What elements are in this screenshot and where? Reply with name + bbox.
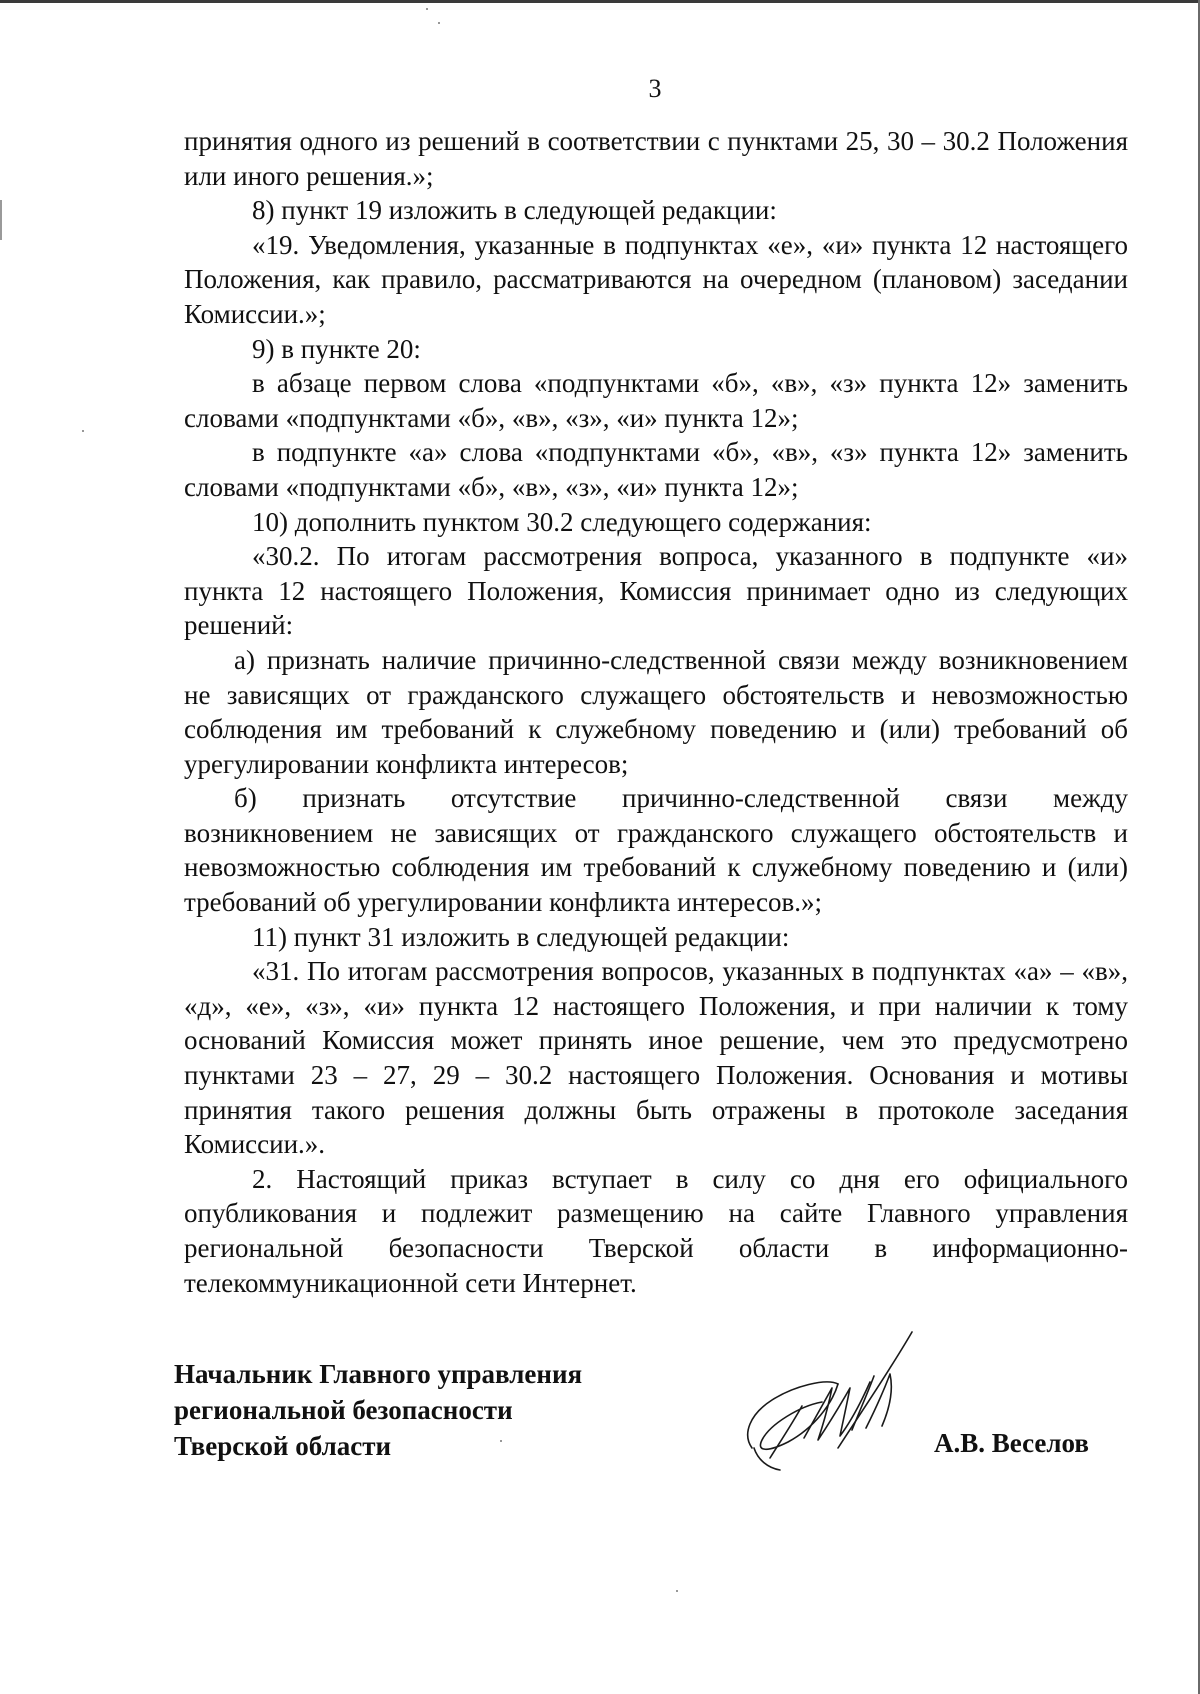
handwritten-signature	[740, 1330, 960, 1480]
signatory-title	[174, 1356, 582, 1464]
paragraph-decision-a: а) признать наличие причинно-следственной связи между возникновением не зависящих от гражданского служащего обстоятельств и невозможностью соблюдения им требований к служебному поведению и (или) требований об урегулировании конфликта интересов;	[184, 644, 1128, 779]
scan-speck	[500, 1440, 502, 1442]
scan-border-left	[0, 200, 2, 240]
scan-speck	[676, 1590, 678, 1592]
paragraph-point-31: «31. По итогам рассмотрения вопросов, указанных в подпунктах «а» – «в», «д», «е», «з», «и» пункта 12 настоящего Положения, и при наличии к тому оснований Комиссия может принять иное решение, чем это предусмотрено пунктами 23 – 27, 29 – 30.2 настоящего Положения. Основания и мотивы принятия такого решения должны быть отражены в протоколе заседания Комиссии.».	[184, 956, 1128, 1160]
signatory-title-line: Тверской области	[174, 1431, 392, 1461]
paragraph-item-9: 9) в пункте 20:	[252, 333, 421, 364]
signatory-title-line: региональной безопасности	[174, 1395, 513, 1425]
paragraph-continuation: принятия одного из решений в соответствии с пунктами 25, 30 – 30.2 Положения или иного решения.»;	[184, 126, 1128, 191]
paragraph-point-30-2: «30.2. По итогам рассмотрения вопроса, указанного в подпункте «и» пункта 12 настоящего Положения, Комиссия принимает одно из следующих решений:	[184, 541, 1128, 641]
signatory-name: А.В. Веселов	[934, 1428, 1089, 1458]
scan-border-top	[0, 0, 1200, 3]
document-body	[184, 124, 1128, 1300]
paragraph-item-11: 11) пункт 31 изложить в следующей редакции:	[252, 921, 790, 952]
scan-speck	[438, 22, 440, 24]
paragraph-point-19: «19. Уведомления, указанные в подпунктах «е», «и» пункта 12 настоящего Положения, как правило, рассматриваются на очередном (плановом) заседании Комиссии.»;	[184, 229, 1128, 329]
paragraph-item-8: 8) пункт 19 изложить в следующей редакции:	[252, 195, 777, 226]
paragraph-subpoint-a: в подпункте «а» слова «подпунктами «б», «в», «з» пункта 12» заменить словами «подпунктами «б», «в», «з», «и» пункта 12»;	[184, 437, 1128, 502]
paragraph-decision-b: б) признать отсутствие причинно-следственной связи между возникновением не зависящих от гражданского служащего обстоятельств и невозможностью соблюдения им требований к служебному поведению и (или) требований об урегулировании конфликта интересов.»;	[184, 783, 1128, 918]
scan-speck	[426, 8, 428, 10]
paragraph-order-effective: 2. Настоящий приказ вступает в силу со дня его официального опубликования и подлежит размещению на сайте Главного управления региональной безопасности Тверской области в информационно-телекоммуникационной сети Интернет.	[184, 1163, 1128, 1298]
signatory-title-line: Начальник Главного управления	[174, 1359, 583, 1389]
page-number: 3	[648, 74, 662, 103]
paragraph-item-10: 10) дополнить пунктом 30.2 следующего содержания:	[252, 506, 872, 537]
scan-speck	[82, 430, 84, 432]
paragraph-abzac-first: в абзаце первом слова «подпунктами «б», «в», «з» пункта 12» заменить словами «подпунктами «б», «в», «з», «и» пункта 12»;	[184, 368, 1128, 433]
